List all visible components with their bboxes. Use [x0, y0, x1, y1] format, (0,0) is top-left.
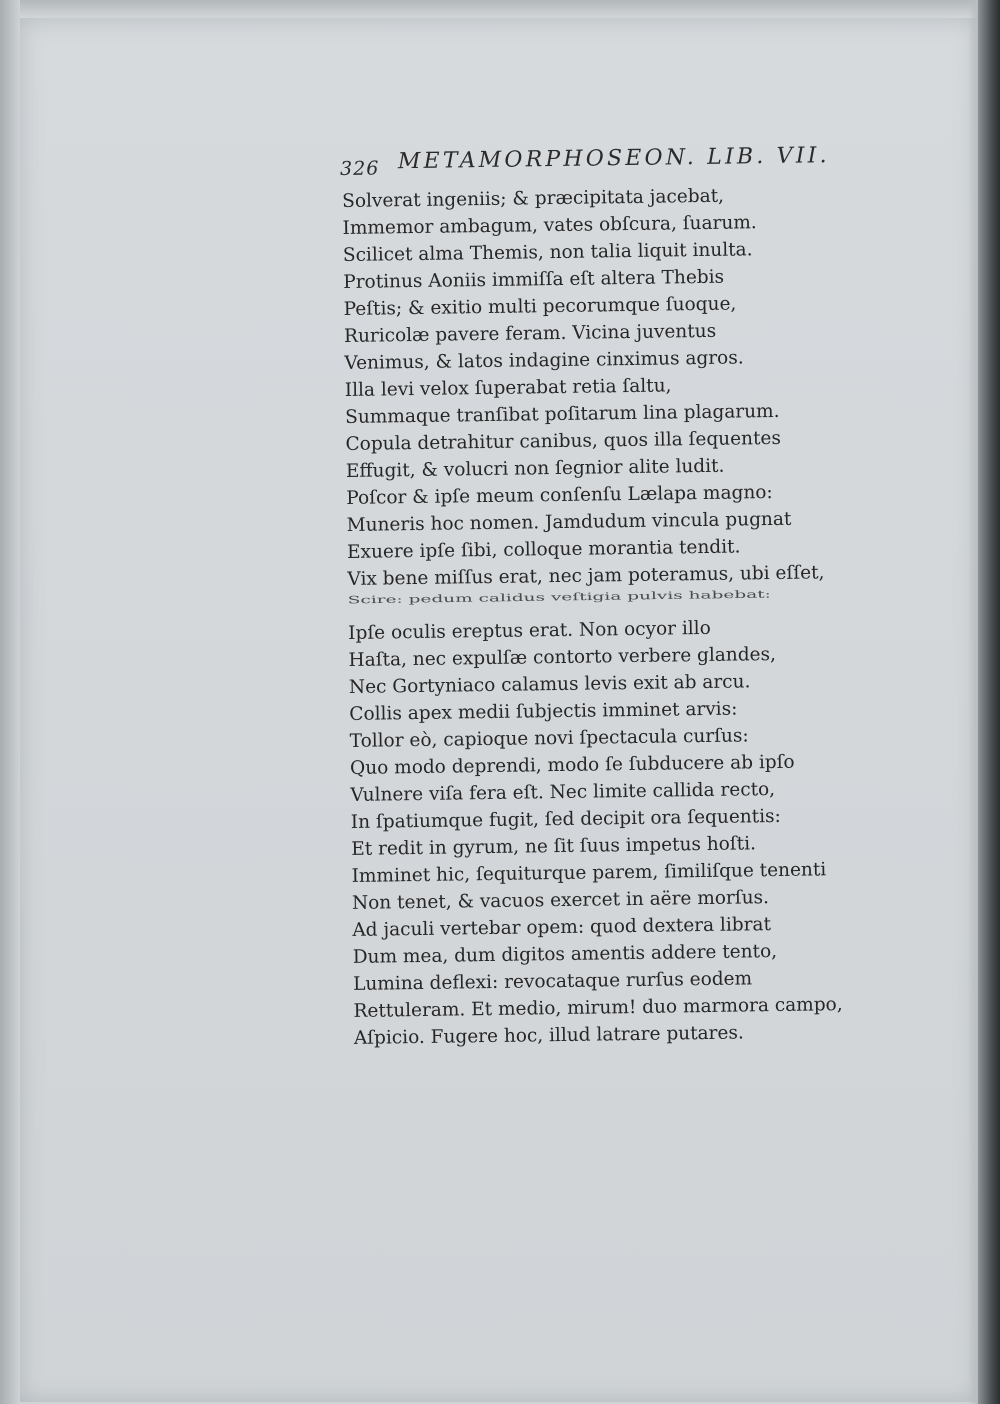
verse-line: Venimus, & latos indagine cinximus agros. — [344, 347, 744, 374]
verse-line: Protinus Aoniis immiſſa eſt altera Thebis — [343, 266, 725, 293]
gutter-shadow — [968, 0, 978, 1404]
verse-text — [342, 181, 854, 1052]
verse-line: Rettuleram. Et medio, mirum! duo marmora campo, — [353, 994, 843, 1022]
verse-line-cropped: Scire: pedum calidus veſtigia pulvis habebat: — [347, 588, 771, 607]
verse-line: Nec Gortyniaco calamus levis exit ab arcu. — [348, 671, 751, 698]
page-edge-left — [0, 0, 20, 1404]
verse-line: Haſta, nec expulſæ contorto verbere glandes, — [348, 643, 777, 671]
verse-line: Illa levi velox ſuperabat retia ſaltu, — [344, 375, 672, 401]
verse-line: Vulnere viſa fera eſt. Nec limite callida recto, — [350, 779, 776, 806]
verse-line: Peſtis; & exitio multi pecorumque ſuoque, — [343, 293, 737, 320]
verse-line: In ſpatiumque fugit, ſed decipit ora ſequentis: — [350, 805, 781, 833]
verse-line: Tollor eò, capioque novi ſpectacula curſus: — [349, 725, 749, 752]
book-binding — [978, 0, 1000, 1404]
verse-line: Poſcor & ipſe meum conſenſu Lælapa magno: — [346, 482, 773, 509]
verse-line: Vix bene miſſus erat, nec jam poteramus, ubi eſſet, — [347, 562, 825, 590]
verse-line: Effugit, & volucri non ſegnior alite ludit. — [345, 455, 725, 482]
page-edge-top — [0, 0, 1000, 18]
verse-line: Ipſe oculis ereptus erat. Non ocyor illo — [348, 617, 711, 644]
page-header — [340, 141, 830, 182]
verse-line: Lumina deflexi: revocataque rurſus eodem — [352, 968, 753, 995]
running-title: METAMORPHOSEON. LIB. VII. — [397, 143, 830, 175]
verse-line: Copula detrahitur canibus, quos illa ſequentes — [345, 427, 782, 455]
verse-line: Ad jaculi vertebar opem: quod dextera librat — [352, 914, 772, 941]
verse-line: Summaque tranſibat poſitarum lina plagarum. — [345, 400, 780, 428]
verse-line: Solverat ingeniis; & præcipitata jacebat, — [342, 185, 725, 212]
verse-line: Dum mea, dum digitos amentis addere tento, — [352, 941, 778, 968]
verse-line: Exuere ipſe ſibi, colloque morantia tendit. — [346, 536, 741, 563]
verse-line: Imminet hic, ſequiturque parem, ſimiliſque tenenti — [351, 859, 827, 887]
page-number: 326 — [339, 157, 380, 180]
verse-line: Immemor ambagum, vates obſcura, ſuarum. — [342, 212, 757, 239]
verse-line: Aſpicio. Fugere hoc, illud latrare putares. — [353, 1022, 744, 1049]
verse-line: Quo modo deprendi, modo ſe ſubducere ab ipſo — [349, 751, 795, 779]
verse-line: Non tenet, & vacuos exercet in aëre morſus. — [351, 887, 770, 914]
verse-line: Ruricolæ pavere feram. Vicina juventus — [343, 320, 717, 347]
verse-line: Scilicet alma Themis, non talia liquit inulta. — [342, 239, 753, 266]
verse-line: Et redit in gyrum, ne ſit ſuus impetus hoſti. — [351, 833, 757, 860]
verse-line: Muneris hoc nomen. Jamdudum vincula pugnat — [346, 508, 792, 536]
verse-line: Collis apex medii ſubjectis imminet arvis: — [349, 698, 738, 725]
